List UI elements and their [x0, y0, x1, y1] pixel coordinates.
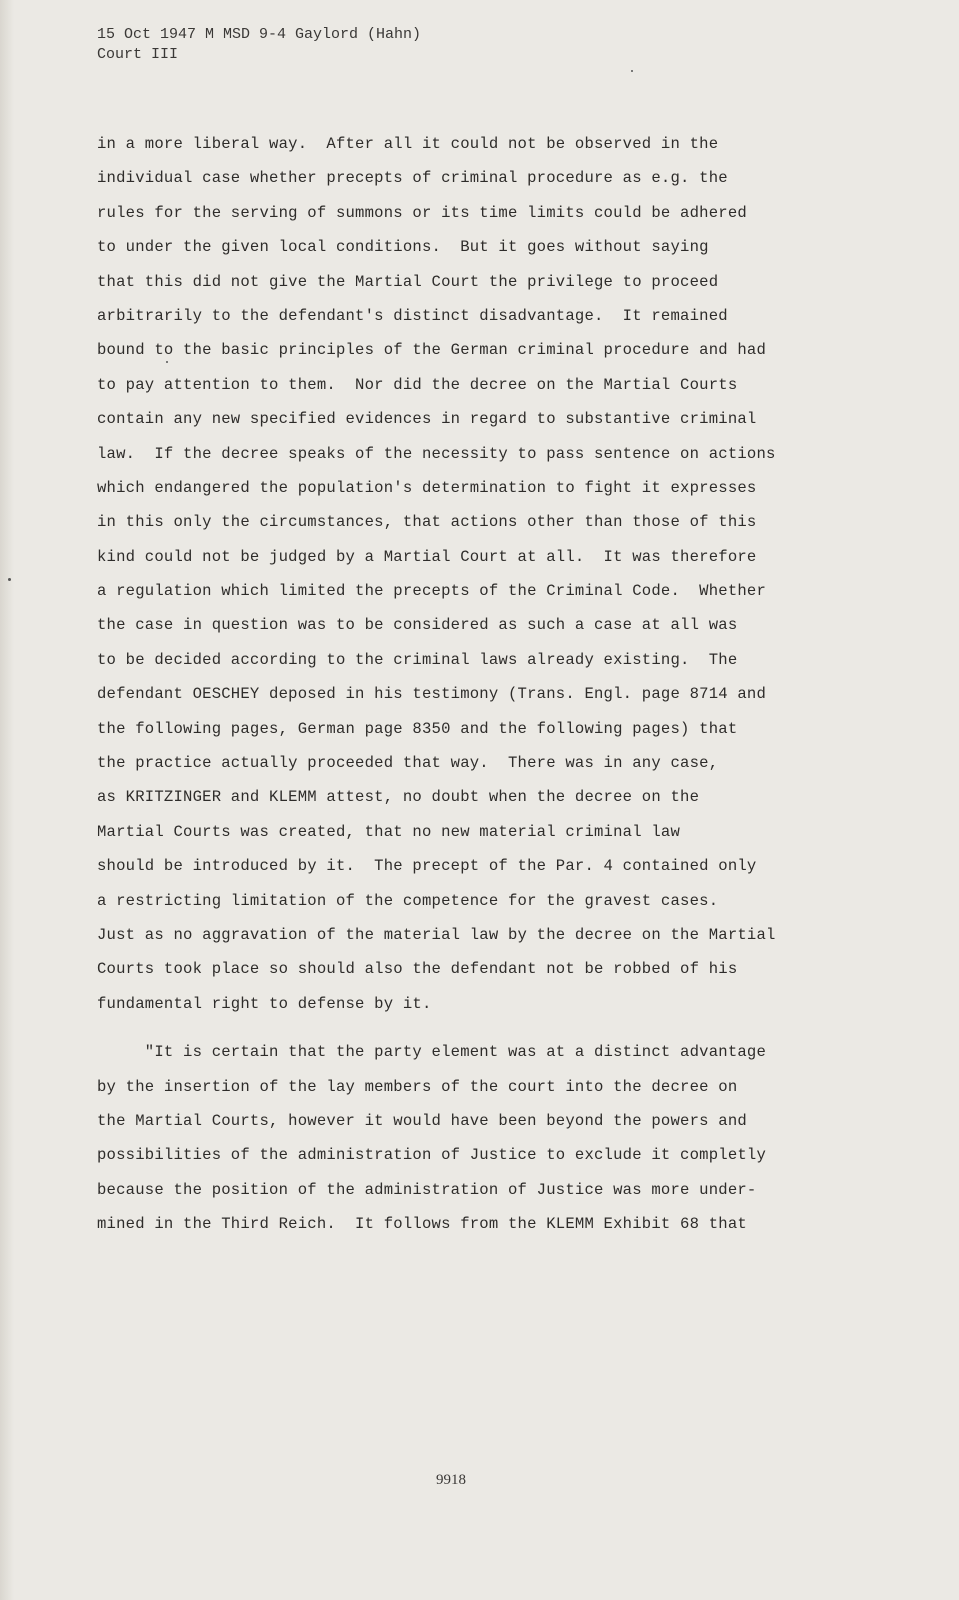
text-line: because the position of the administration of Justice was more under- [97, 1180, 757, 1199]
document-body [97, 127, 857, 1242]
text-line: possibilities of the administration of Justice to exclude it completly [97, 1146, 767, 1165]
header-court-line: Court III [97, 46, 179, 63]
text-line: as KRITZINGER and KLEMM attest, no doubt when the decree on the [97, 788, 700, 807]
text-line: should be introduced by it. The precept of the Par. 4 contained only [97, 857, 757, 876]
text-line: individual case whether precepts of criminal procedure as e.g. the [97, 169, 728, 188]
text-line: defendant OESCHEY deposed in his testimony (Trans. Engl. page 8714 and [97, 685, 767, 704]
text-line: kind could not be judged by a Martial Court at all. It was therefore [97, 547, 757, 566]
text-line: in a more liberal way. After all it could not be observed in the [97, 135, 719, 153]
paragraph-1 [97, 127, 857, 1021]
text-line: the following pages, German page 8350 and the following pages) that [97, 719, 738, 738]
paper-speck [631, 70, 633, 72]
text-line: in this only the circumstances, that actions other than those of this [97, 513, 757, 532]
text-line: a restricting limitation of the competence for the gravest cases. [97, 891, 719, 910]
text-line: Martial Courts was created, that no new material criminal law [97, 822, 681, 841]
text-line: that this did not give the Martial Court the privilege to proceed [97, 272, 719, 291]
text-line: Courts took place so should also the defendant not be robbed of his [97, 960, 738, 979]
text-line: law. If the decree speaks of the necessity to pass sentence on actions [97, 444, 776, 463]
text-line: fundamental right to defense by it. [97, 994, 432, 1013]
text-line: to be decided according to the criminal laws already existing. The [97, 650, 738, 669]
paper-speck [8, 578, 11, 581]
paragraph-2 [97, 1035, 857, 1241]
document-header [97, 25, 421, 65]
text-line: "It is certain that the party element was at a distinct advantage [97, 1043, 767, 1062]
text-line: mined in the Third Reich. It follows from the KLEMM Exhibit 68 that [97, 1215, 747, 1234]
text-line: the practice actually proceeded that way. There was in any case, [97, 754, 719, 773]
text-line: a regulation which limited the precepts of the Criminal Code. Whether [97, 582, 767, 601]
header-date-line: 15 Oct 1947 M MSD 9-4 Gaylord (Hahn) [97, 26, 422, 43]
paper-speck [166, 361, 168, 363]
text-line: by the insertion of the lay members of the court into the decree on [97, 1077, 738, 1096]
page-edge-shadow [0, 0, 14, 1600]
page-number: 9918 [436, 1472, 466, 1488]
paragraph-gap [97, 1021, 857, 1035]
text-line: to pay attention to them. Nor did the decree on the Martial Courts [97, 375, 738, 394]
text-line: the case in question was to be considered as such a case at all was [97, 616, 738, 635]
text-line: rules for the serving of summons or its time limits could be adhered [97, 203, 747, 222]
text-line: Just as no aggravation of the material law by the decree on the Martial [97, 925, 776, 944]
text-line: contain any new specified evidences in regard to substantive criminal [97, 410, 757, 429]
text-line: the Martial Courts, however it would have been beyond the powers and [97, 1111, 747, 1130]
text-line: which endangered the population's determination to fight it expresses [97, 478, 757, 497]
text-line: bound to the basic principles of the German criminal procedure and had [97, 341, 767, 360]
text-line: arbitrarily to the defendant's distinct disadvantage. It remained [97, 306, 728, 325]
text-line: to under the given local conditions. But it goes without saying [97, 238, 709, 257]
